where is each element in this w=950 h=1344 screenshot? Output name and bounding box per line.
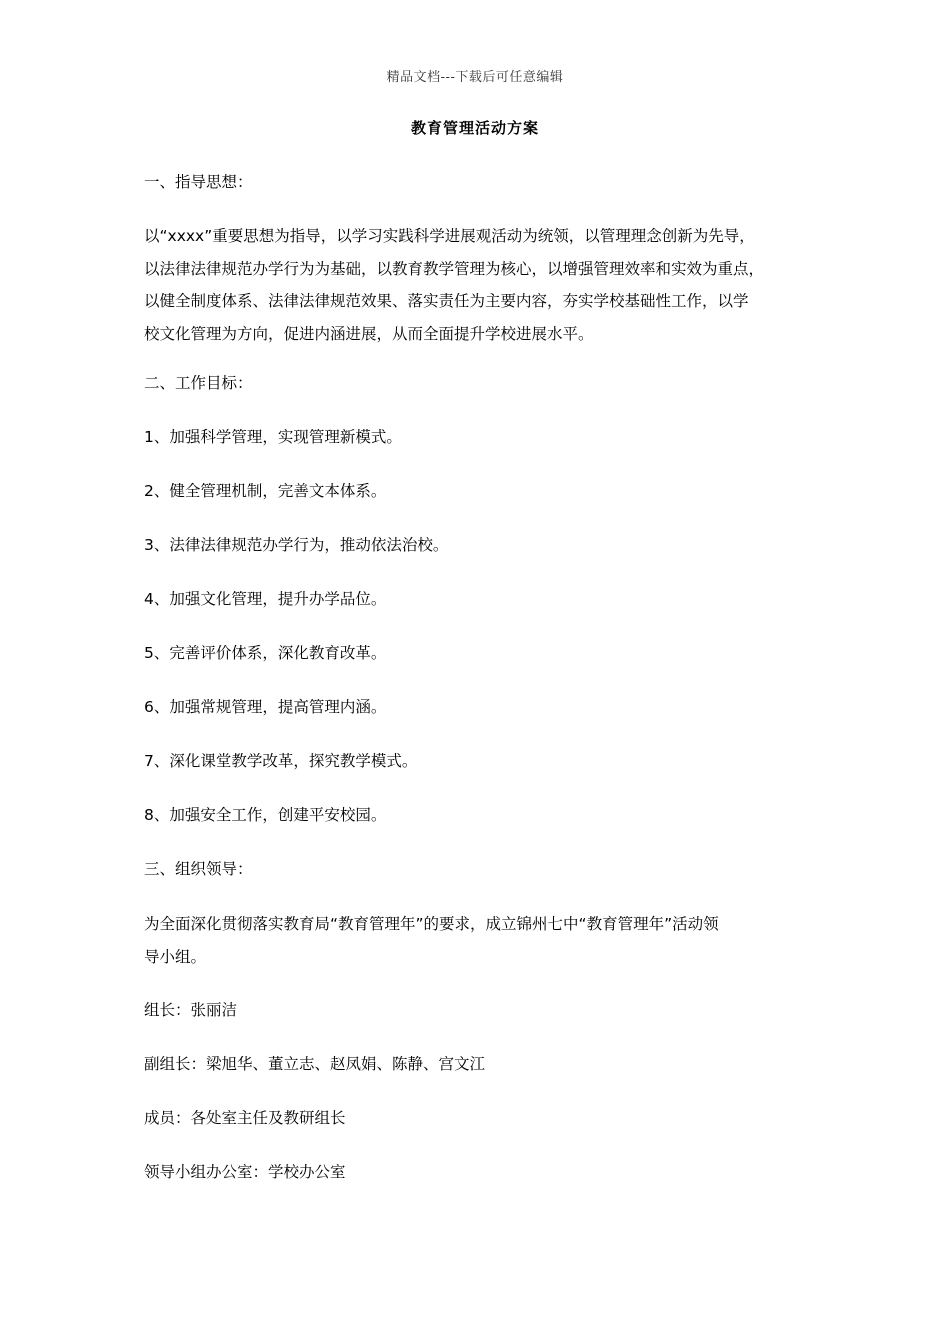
paragraph-line: 以“xxxx”重要思想为指导，以学习实践科学进展观活动为统领，以管理理念创新为先导， (144, 227, 755, 245)
document-title: 教育管理活动方案 (410, 119, 539, 137)
section1-paragraph (144, 220, 824, 350)
header-note: 精品文档---下载后可任意编辑 (386, 70, 564, 85)
section2-heading: 二、工作目标： (144, 374, 253, 392)
goal-item: 5、完善评价体系，深化教育改革。 (144, 644, 387, 662)
paragraph-line: 导小组。 (144, 947, 207, 966)
group-leader: 组长：张丽洁 (144, 1001, 238, 1019)
goal-item: 6、加强常规管理，提高管理内涵。 (144, 698, 387, 716)
paragraph-line: 以健全制度体系、法律法律规范效果、落实责任为主要内容，夯实学校基础性工作，以学 (144, 292, 749, 310)
group-members: 成员：各处室主任及教研组长 (144, 1109, 346, 1127)
goal-item: 2、健全管理机制，完善文本体系。 (144, 482, 387, 500)
section1-heading: 一、指导思想： (144, 173, 253, 191)
goal-item: 7、深化课堂教学改革，探究教学模式。 (144, 752, 418, 770)
deputy-leaders: 副组长：梁旭华、董立志、赵凤娟、陈静、宫文江 (144, 1055, 486, 1073)
section3-heading: 三、组织领导： (144, 860, 253, 878)
paragraph-line: 以法律法律规范办学行为为基础，以教育教学管理为核心，以增强管理效率和实效为重点， (144, 259, 765, 278)
paragraph-line: 为全面深化贯彻落实教育局“教育管理年”的要求，成立锦州七中“教育管理年”活动领 (144, 915, 719, 933)
goal-item: 4、加强文化管理，提升办学品位。 (144, 590, 387, 608)
goal-item: 1、加强科学管理，实现管理新模式。 (144, 428, 402, 446)
goal-item: 8、加强安全工作，创建平安校园。 (144, 806, 387, 824)
group-office: 领导小组办公室：学校办公室 (144, 1163, 346, 1181)
section3-intro (144, 908, 824, 973)
paragraph-line: 校文化管理为方向，促进内涵进展，从而全面提升学校进展水平。 (144, 324, 594, 343)
goal-item: 3、法律法律规范办学行为，推动依法治校。 (144, 536, 449, 554)
